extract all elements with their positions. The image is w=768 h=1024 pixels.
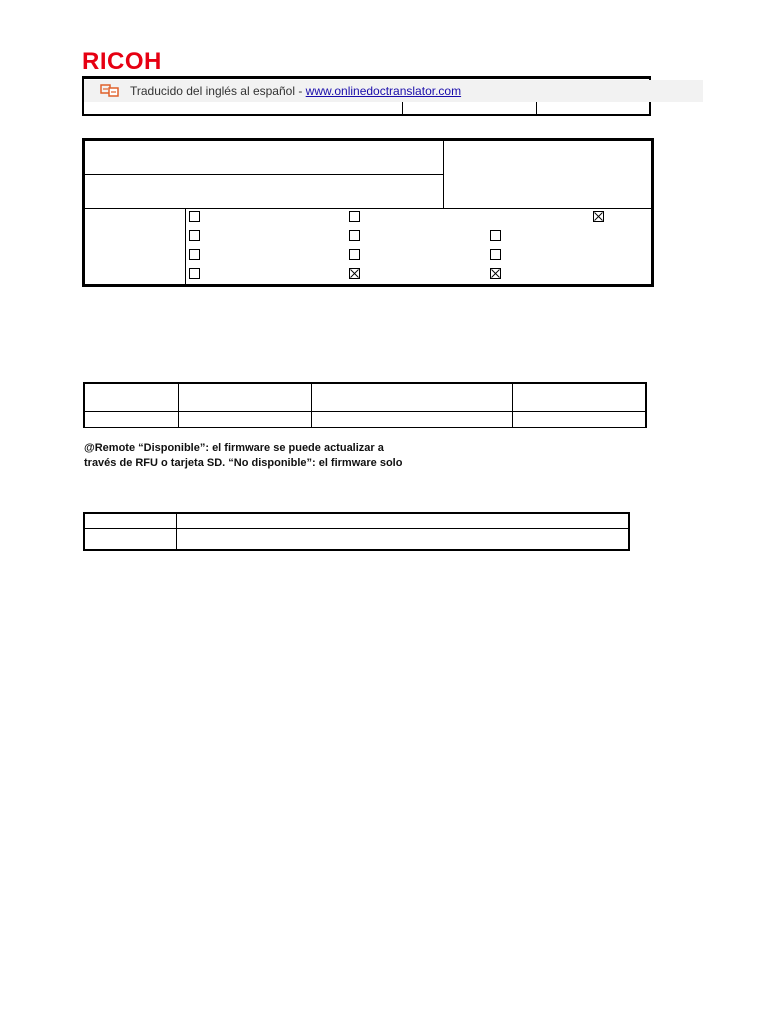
form-divider [185,208,186,284]
translator-link[interactable]: www.onlinedoctranslator.com [305,84,462,98]
header-divider [536,101,537,114]
checkbox-checked[interactable] [349,268,360,279]
remote-note [84,441,484,471]
checkbox[interactable] [349,211,360,222]
note-line: través de RFU o tarjeta SD. “No disponible”: el firmware solo [84,457,403,469]
checkbox[interactable] [349,230,360,241]
checkbox[interactable] [490,249,501,260]
check-x-icon [594,212,603,221]
banner-prefix: Traducido del inglés al español - [130,84,303,98]
table-divider [85,411,645,412]
check-x-icon [491,269,500,278]
table-divider [85,528,628,529]
translator-banner [84,80,703,102]
form-divider [85,208,651,209]
table-divider [512,384,513,427]
table-divider [176,514,177,549]
ricoh-logo: RICOH [82,48,162,75]
checkbox[interactable] [189,230,200,241]
table-divider [178,384,179,427]
note-line: @Remote “Disponible”: el firmware se puede actualizar a [84,442,384,454]
checkbox-checked[interactable] [593,211,604,222]
checkbox[interactable] [189,211,200,222]
translate-icon [100,84,120,98]
checkbox-checked[interactable] [490,268,501,279]
checkbox[interactable] [189,249,200,260]
check-x-icon [350,269,359,278]
form-divider [443,141,444,208]
form-divider [85,174,443,175]
checkbox[interactable] [490,230,501,241]
form-box [82,138,654,287]
checkbox[interactable] [189,268,200,279]
table-divider [311,384,312,427]
header-divider [402,101,403,114]
checkbox[interactable] [349,249,360,260]
history-table [83,512,630,551]
firmware-table [83,382,647,428]
